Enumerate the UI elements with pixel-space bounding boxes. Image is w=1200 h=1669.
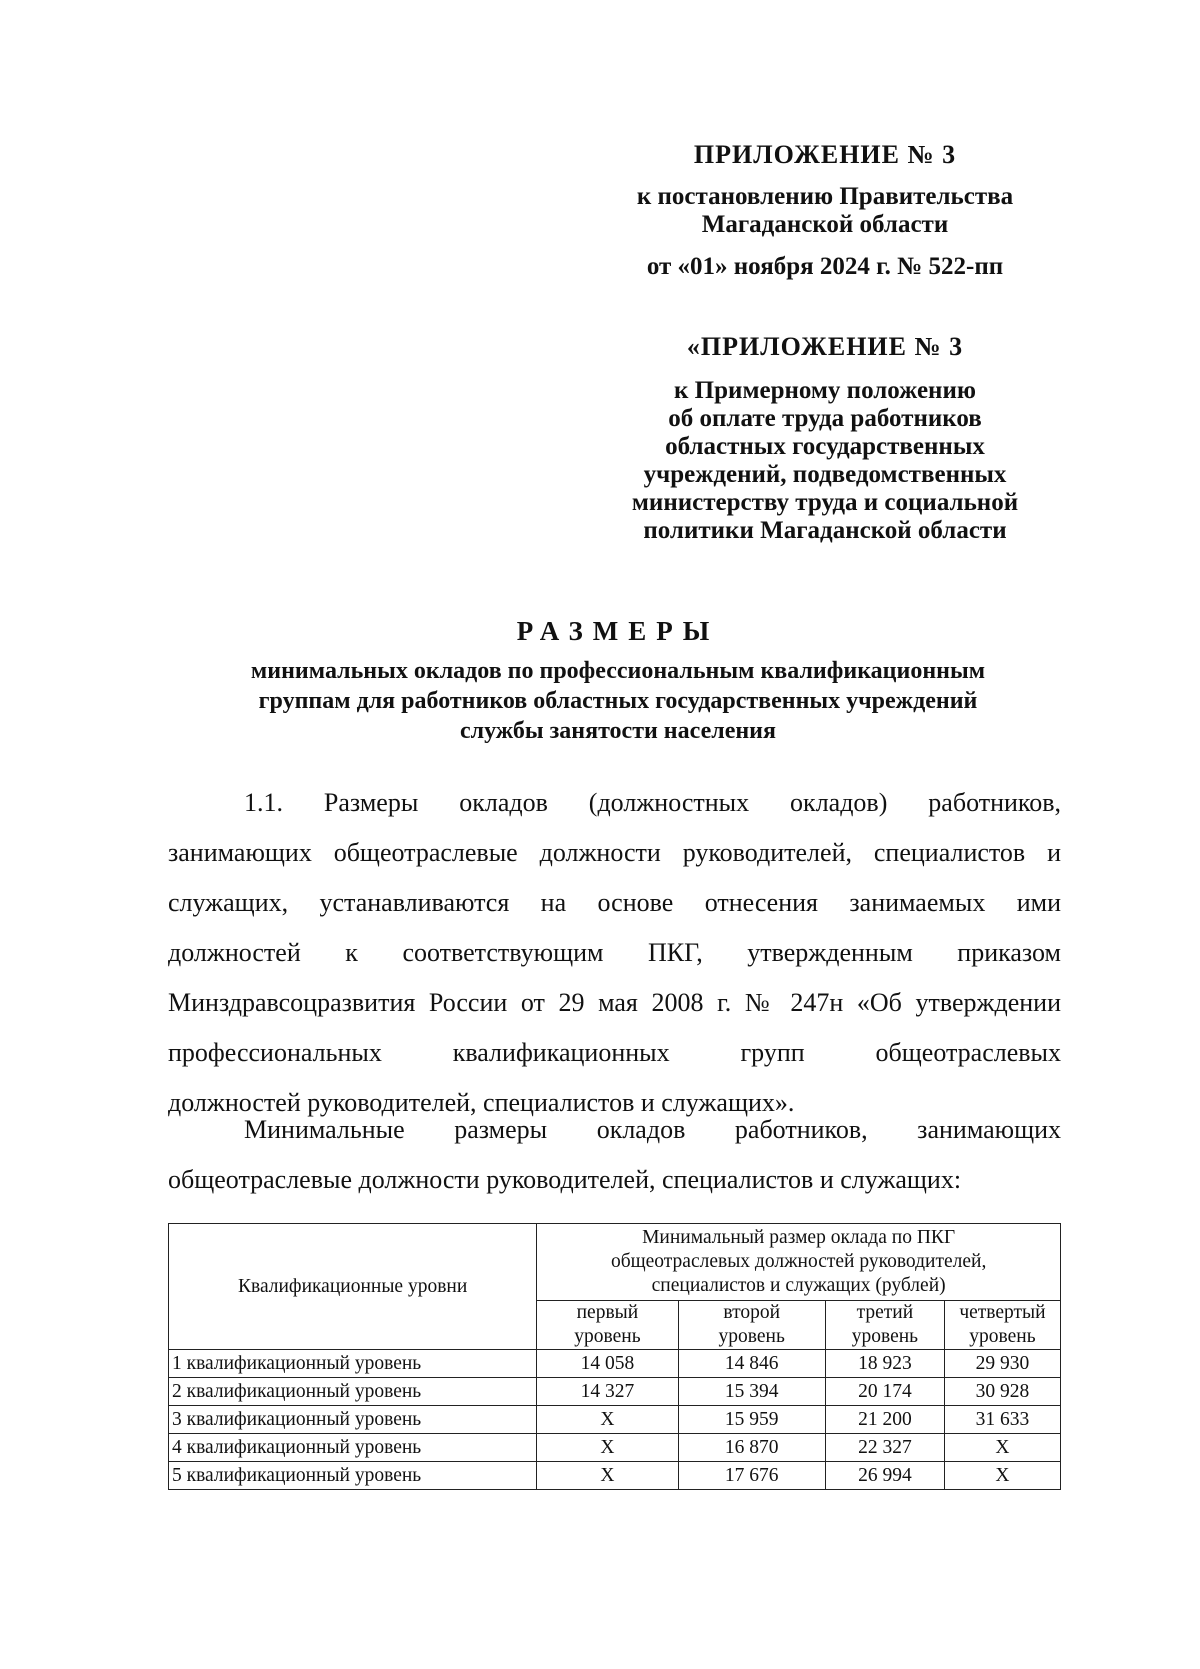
paragraph-line: служащих, устанавливаются на основе отнесения занимаемых ими <box>168 888 1061 917</box>
row-label: 5 квалификационный уровень <box>169 1462 537 1490</box>
paragraph-line: Минздравсоцразвития России от 29 мая 2008 г. № 247н «Об утверждении <box>168 988 1061 1017</box>
table-cell: 29 930 <box>944 1350 1060 1378</box>
table-cell: 21 200 <box>825 1406 944 1434</box>
table-cell: 31 633 <box>944 1406 1060 1434</box>
table-cell: 16 870 <box>678 1434 825 1462</box>
column-header-line: третий <box>856 1302 914 1323</box>
column-header-level-1 <box>537 1301 678 1350</box>
table-row <box>169 1434 1061 1462</box>
inner-appendix-text <box>590 377 1060 545</box>
table-cell: Х <box>537 1462 678 1490</box>
appendix-region-line: Магаданской области <box>701 211 949 238</box>
table-cell: 17 676 <box>678 1462 825 1490</box>
salary-table <box>168 1223 1061 1490</box>
paragraph-line: 1.1. Размеры окладов (должностных окладов) работников, <box>244 788 1061 817</box>
column-header-level-2 <box>678 1301 825 1350</box>
appendix-date-number-line: от «01» ноября 2024 г. № 522-пп <box>646 253 1004 280</box>
paragraph-line: должностей к соответствующим ПКГ, утвержденным приказом <box>168 938 1061 967</box>
inner-appendix-line: учреждений, подведомственных <box>643 461 1007 488</box>
table-cell: Х <box>537 1434 678 1462</box>
table-cell: 30 928 <box>944 1378 1060 1406</box>
table-row <box>169 1378 1061 1406</box>
table-cell: Х <box>537 1406 678 1434</box>
table-row <box>169 1406 1061 1434</box>
table-row <box>169 1350 1061 1378</box>
table-cell: 26 994 <box>825 1462 944 1490</box>
table-cell: 15 394 <box>678 1378 825 1406</box>
column-header-line: уровень <box>718 1326 785 1347</box>
paragraph-line: профессиональных квалификационных групп общеотраслевых <box>168 1038 1061 1067</box>
table-cell: 20 174 <box>825 1378 944 1406</box>
table-cell: 14 327 <box>537 1378 678 1406</box>
column-header-line: второй <box>723 1302 781 1323</box>
paragraph-line: занимающих общеотраслевые должности руководителей, специалистов и <box>168 838 1061 867</box>
group-header-line: специалистов и служащих (рублей) <box>651 1275 946 1296</box>
column-header-line: уровень <box>969 1326 1036 1347</box>
column-header-level-4 <box>944 1301 1060 1350</box>
appendix-resolution-line: к постановлению Правительства <box>636 183 1014 210</box>
row-label: 2 квалификационный уровень <box>169 1378 537 1406</box>
subtitle-line: минимальных окладов по профессиональным квалификационным <box>250 658 986 684</box>
table-cell: Х <box>944 1434 1060 1462</box>
group-header-line: Минимальный размер оклада по ПКГ <box>642 1227 956 1248</box>
appendix-title: ПРИЛОЖЕНИЕ № 3 <box>693 140 957 169</box>
salary-group-header <box>537 1224 1061 1301</box>
levels-column-header: Квалификационные уровни <box>169 1224 537 1350</box>
table-cell: 18 923 <box>825 1350 944 1378</box>
row-label: 1 квалификационный уровень <box>169 1350 537 1378</box>
table-cell: Х <box>944 1462 1060 1490</box>
inner-appendix-line: к Примерному положению <box>674 377 976 404</box>
table-cell: 15 959 <box>678 1406 825 1434</box>
column-header-line: уровень <box>851 1326 919 1347</box>
inner-appendix-line: об оплате труда работников <box>668 405 982 432</box>
paragraph-minimum-sizes <box>168 1105 1061 1205</box>
column-header-line: первый <box>576 1302 639 1323</box>
table-cell: 14 058 <box>537 1350 678 1378</box>
inner-appendix-title: «ПРИЛОЖЕНИЕ № 3 <box>686 332 964 361</box>
table-row <box>169 1462 1061 1490</box>
subtitle-line: группам для работников областных государственных учреждений <box>258 688 978 714</box>
document-subtitle <box>168 656 1068 746</box>
paragraph-line: общеотраслевые должности руководителей, специалистов и служащих: <box>168 1165 962 1194</box>
inner-appendix-line: областных государственных <box>665 433 985 460</box>
paragraph-line: Минимальные размеры окладов работников, занимающих <box>244 1115 1061 1144</box>
table-cell: 22 327 <box>825 1434 944 1462</box>
inner-appendix-line: политики Магаданской области <box>643 517 1007 544</box>
row-label: 3 квалификационный уровень <box>169 1406 537 1434</box>
column-header-level-3 <box>825 1301 944 1350</box>
document-title: РАЗМЕРЫ <box>516 616 720 646</box>
column-header-line: уровень <box>574 1326 641 1347</box>
paragraph-1-1 <box>168 778 1061 1128</box>
column-header-line: четвертый <box>959 1302 1046 1323</box>
group-header-line: общеотраслевых должностей руководителей, <box>610 1251 987 1272</box>
paragraph-line: должностей руководителей, специалистов и служащих». <box>168 1088 795 1117</box>
inner-appendix-line: министерству труда и социальной <box>631 489 1019 516</box>
row-label: 4 квалификационный уровень <box>169 1434 537 1462</box>
table-cell: 14 846 <box>678 1350 825 1378</box>
subtitle-line: службы занятости населения <box>459 718 776 744</box>
